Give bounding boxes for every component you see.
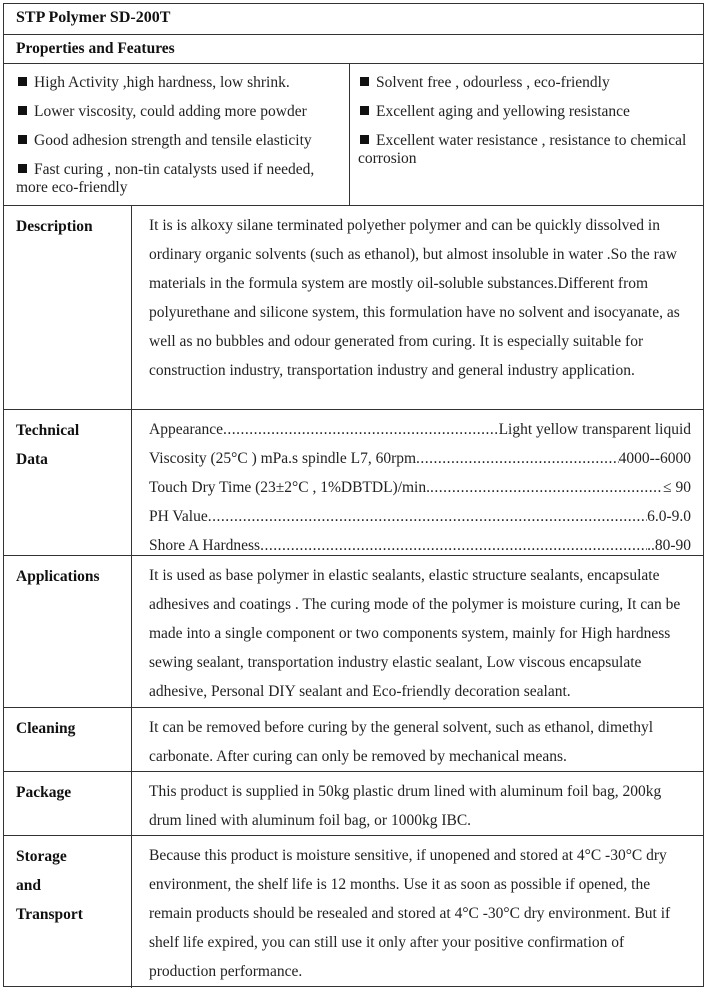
storage-text: Because this product is moisture sensitive, if unopened and stored at 4°C -30°C dry environment, the shelf life is 12 months. Use it as soon as possible if opened, the remain products should be resealed and stored at 4°C -30°C dry environment. But if shelf life expired, you can still use it only after your positive confirmation of production performance. [149, 847, 671, 980]
square-bullet-icon [360, 135, 369, 144]
square-bullet-icon [360, 106, 369, 115]
product-title: STP Polymer SD-200T [16, 9, 171, 26]
feature-text: Good adhesion strength and tensile elasticity [34, 132, 312, 149]
cleaning-label: Cleaning [4, 708, 132, 771]
feature-item [16, 132, 341, 150]
feature-item [358, 74, 695, 92]
spec-row: Shore A Hardness ..... ..80-90 [149, 531, 691, 560]
package-row [4, 772, 703, 836]
square-bullet-icon [18, 135, 27, 144]
technical-data-label: Technical Data [4, 410, 132, 555]
spec-row: Viscosity (25°C ) mPa.s spindle L7, 60rpm ..... 4000--6000 [149, 444, 691, 473]
feature-text: Lower viscosity, could adding more powder [34, 103, 307, 120]
feature-item [358, 132, 695, 168]
spec-row: PH Value ..... 6.0-9.0 [149, 502, 691, 531]
technical-data-row [4, 410, 703, 556]
feature-item [358, 103, 695, 121]
datasheet-table [3, 3, 704, 987]
square-bullet-icon [360, 77, 369, 86]
features-row [4, 64, 703, 206]
feature-text: Fast curing , non-tin catalysts used if needed, more eco-friendly [16, 161, 315, 196]
square-bullet-icon [18, 77, 27, 86]
description-label: Description [4, 206, 132, 409]
title-row [4, 4, 703, 35]
features-right-column [350, 64, 703, 205]
cleaning-row [4, 708, 703, 772]
applications-row [4, 556, 703, 708]
description-text: It is is alkoxy silane terminated polyether polymer and can be quickly dissolved in ordinary organic solvents (such as ethanol), but almost insoluble in water .So the raw materials in the formula system are mostly oil-soluble substances.Different from polyurethane and silicone system, this formulation have no solvent and isocyanate, as well as no bubbles and odour generated from curing. It is especially suitable for construction industry, transportation industry and general industry application. [149, 217, 680, 379]
spec-row: Touch Dry Time (23±2°C , 1%DBTDL)/min. ..... ≤ 90 [149, 473, 691, 502]
technical-data-list [132, 410, 703, 560]
package-label: Package [4, 772, 132, 835]
applications-text: It is used as base polymer in elastic sealants, elastic structure sealants, encapsulate adhesives and coatings . The curing mode of the polymer is moisture curing, It can be made into a single component or two components system, mainly for High hardness sewing sealant, transportation industry elastic sealant, Low viscous encapsulate adhesive, Personal DIY sealant and Eco-friendly decoration sealant. [149, 567, 681, 700]
description-row [4, 206, 703, 410]
properties-heading-row [4, 35, 703, 64]
feature-text: Solvent free , odourless , eco-friendly [376, 74, 610, 91]
feature-text: High Activity ,high hardness, low shrink. [34, 74, 290, 91]
square-bullet-icon [18, 164, 27, 173]
spec-row: Appearance ..... Light yellow transparent liquid [149, 415, 691, 444]
applications-label: Applications [4, 556, 132, 707]
feature-text: Excellent water resistance , resistance to chemical corrosion [358, 132, 687, 167]
feature-item [16, 74, 341, 92]
storage-label: Storage and Transport [4, 836, 132, 988]
package-text: This product is supplied in 50kg plastic drum lined with aluminum foil bag, 200kg drum lined with aluminum foil bag, or 1000kg IBC. [149, 783, 662, 829]
storage-row [4, 836, 703, 988]
features-left-column [4, 64, 350, 205]
square-bullet-icon [18, 106, 27, 115]
properties-heading: Properties and Features [16, 40, 175, 57]
feature-text: Excellent aging and yellowing resistance [376, 103, 630, 120]
feature-item [16, 103, 341, 121]
cleaning-text: It can be removed before curing by the general solvent, such as ethanol, dimethyl carbonate. After curing can only be removed by mechanical means. [149, 719, 654, 765]
feature-item [16, 161, 341, 197]
